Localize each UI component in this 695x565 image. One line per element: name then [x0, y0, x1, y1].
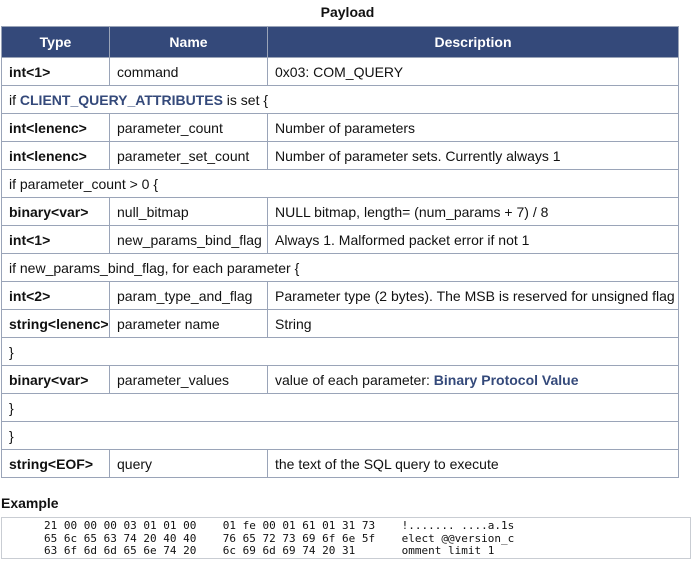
condition-row — [2, 86, 679, 114]
condition-row — [2, 170, 679, 198]
table-caption: Payload — [320, 4, 375, 20]
condition-cell — [2, 170, 679, 198]
column-header-type: Type — [2, 27, 110, 58]
type-cell: int<lenenc> — [2, 142, 110, 170]
type-cell: string<lenenc> — [2, 310, 110, 338]
column-header-name: Name — [110, 27, 268, 58]
description-text: String — [275, 315, 312, 332]
condition-text: } — [9, 343, 14, 360]
condition-text: if — [9, 91, 20, 108]
description-cell — [268, 142, 679, 170]
payload-table — [1, 26, 679, 478]
condition-text: if new_params_bind_flag, for each parameter { — [9, 259, 300, 276]
type-cell: int<lenenc> — [2, 114, 110, 142]
description-text: Always 1. Malformed packet error if not 1 — [275, 231, 530, 248]
description-cell — [268, 114, 679, 142]
description-text: Parameter type (2 bytes). The MSB is reserved for unsigned flag — [275, 287, 675, 304]
name-cell: null_bitmap — [110, 198, 268, 226]
name-cell: query — [110, 450, 268, 478]
condition-row — [2, 394, 679, 422]
condition-keyword: CLIENT_QUERY_ATTRIBUTES — [19, 91, 223, 108]
condition-cell — [2, 86, 679, 114]
name-cell: parameter_count — [110, 114, 268, 142]
table-row — [2, 226, 679, 254]
table-row — [2, 58, 679, 86]
column-header-description: Description — [268, 27, 679, 58]
name-cell: parameter name — [110, 310, 268, 338]
condition-row — [2, 422, 679, 450]
name-cell: command — [110, 58, 268, 86]
header-row — [2, 27, 679, 58]
description-cell — [268, 310, 679, 338]
table-row — [2, 282, 679, 310]
table-row — [2, 198, 679, 226]
description-text: the text of the SQL query to execute — [275, 455, 499, 472]
description-text: 0x03: COM_QUERY — [275, 63, 404, 80]
condition-text: } — [9, 399, 14, 416]
condition-row — [2, 338, 679, 366]
table-row — [2, 310, 679, 338]
type-cell: binary<var> — [2, 366, 110, 394]
name-cell: parameter_values — [110, 366, 268, 394]
description-cell — [268, 58, 679, 86]
description-cell — [268, 450, 679, 478]
example-line: 63 6f 6d 6d 65 6e 74 20 6c 69 6d 69 74 20 31 omment limit 1 — [44, 544, 495, 557]
example-box — [1, 517, 691, 559]
example-line: 65 6c 65 63 74 20 40 40 76 65 72 73 69 6f 6e 5f elect @@version_c — [44, 531, 515, 545]
table-body — [2, 58, 679, 478]
type-cell: string<EOF> — [2, 450, 110, 478]
condition-cell — [2, 422, 679, 450]
table-row — [2, 142, 679, 170]
type-cell: binary<var> — [2, 198, 110, 226]
type-cell: int<1> — [2, 58, 110, 86]
description-text: Number of parameter sets. Currently always 1 — [275, 147, 561, 164]
example-line: 21 00 00 00 03 01 01 00 01 fe 00 01 61 01 31 73 !....... ....a.1s — [44, 519, 515, 532]
binary-protocol-value-link[interactable]: Binary Protocol Value — [433, 371, 579, 388]
name-cell: param_type_and_flag — [110, 282, 268, 310]
type-cell: int<2> — [2, 282, 110, 310]
condition-row — [2, 254, 679, 282]
condition-text: } — [9, 427, 14, 444]
condition-cell — [2, 338, 679, 366]
type-cell: int<1> — [2, 226, 110, 254]
condition-text-suffix: is set { — [222, 91, 269, 108]
condition-text: if parameter_count > 0 { — [9, 175, 159, 192]
description-cell — [268, 282, 679, 310]
description-text: value of each parameter: — [275, 371, 434, 388]
condition-cell — [2, 394, 679, 422]
table-row — [2, 114, 679, 142]
name-cell: parameter_set_count — [110, 142, 268, 170]
description-cell — [268, 198, 679, 226]
table-row — [2, 366, 679, 394]
condition-cell — [2, 254, 679, 282]
description-cell — [268, 226, 679, 254]
description-cell — [268, 366, 679, 394]
name-cell: new_params_bind_flag — [110, 226, 268, 254]
example-title: Example — [1, 495, 59, 511]
table-row — [2, 450, 679, 478]
description-text: NULL bitmap, length= (num_params + 7) / 8 — [275, 203, 549, 220]
example-hexdump — [44, 520, 514, 558]
description-text: Number of parameters — [275, 119, 416, 136]
